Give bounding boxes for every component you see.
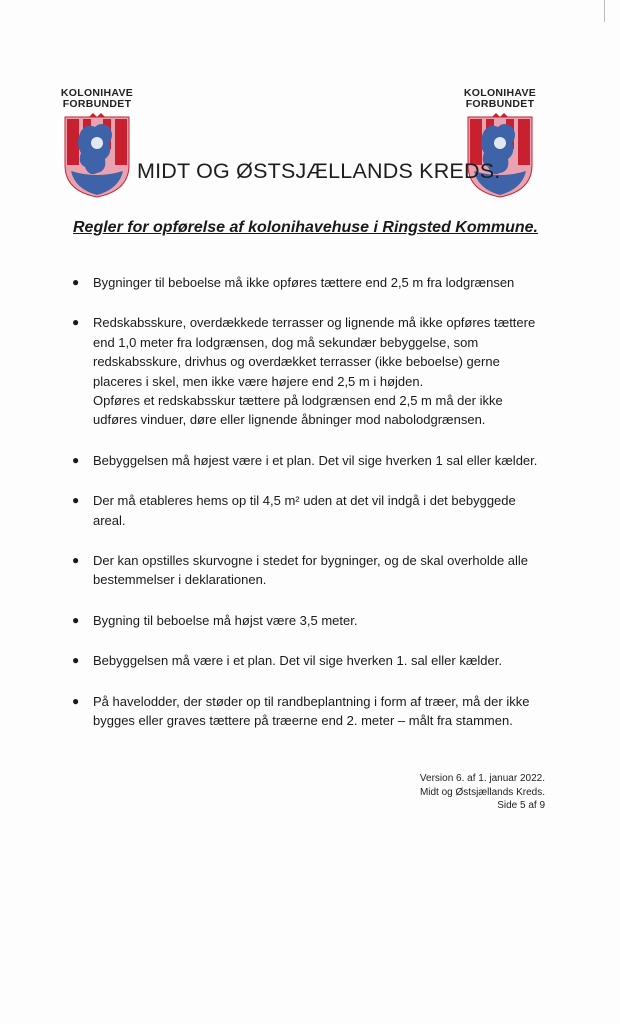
rule-text-line: Der må etableres hems op til 4,5 m² uden at det vil indgå i det bebyggede bbox=[93, 493, 516, 509]
scan-edge-mark bbox=[604, 0, 605, 22]
bullet-icon: ● bbox=[72, 452, 80, 467]
document-title: Regler for opførelse af kolonihavehuse i Ringsted Kommune. bbox=[73, 219, 538, 236]
rule-text-line: Opføres et redskabsskur tættere på lodgrænsen end 2,5 m må der ikke bbox=[93, 393, 503, 409]
bullet-icon: ● bbox=[72, 693, 80, 708]
footer-version: Version 6. af 1. januar 2022. bbox=[419, 773, 545, 784]
bullet-icon: ● bbox=[72, 612, 80, 627]
bullet-icon: ● bbox=[72, 493, 80, 508]
rule-text-line: Bygning til beboelse må højst være 3,5 meter. bbox=[93, 612, 358, 628]
rule-item bbox=[72, 313, 562, 429]
rule-text-line: bygges eller graves tættere på træerne end 2. meter – målt fra stammen. bbox=[93, 713, 513, 729]
logo-left bbox=[52, 88, 142, 199]
rule-text-line: end 1,0 meter fra lodgrænsen, dog må sekundær bebyggelse, som bbox=[93, 334, 479, 350]
rule-item bbox=[72, 451, 562, 470]
shield-logo-icon bbox=[61, 113, 133, 199]
rule-text-line: Bebyggelsen må være i et plan. Det vil sige hverken 1. sal eller kælder. bbox=[93, 653, 502, 669]
rule-text-line: areal. bbox=[93, 512, 126, 528]
bullet-icon: ● bbox=[72, 275, 80, 289]
footer-page-number: Side 5 af 9 bbox=[497, 800, 545, 811]
rule-text-line: bestemmelser i deklarationen. bbox=[93, 572, 267, 588]
bullet-icon: ● bbox=[72, 315, 80, 330]
bullet-icon: ● bbox=[72, 653, 80, 668]
rule-text-line: Bebyggelsen må højest være i et plan. Det vil sige hverken 1 sal eller kælder. bbox=[93, 452, 538, 468]
kreds-heading: MIDT OG ØSTSJÆLLANDS KREDS. bbox=[137, 159, 501, 183]
rule-item bbox=[72, 273, 562, 292]
rule-text-line: placeres i skel, men ikke være højere end 2,5 m i højden. bbox=[93, 373, 424, 389]
logo-text-line2: FORBUNDET bbox=[62, 98, 132, 110]
rule-item bbox=[72, 551, 562, 590]
footer-org: Midt og Østsjællands Kreds. bbox=[419, 786, 545, 798]
rule-text-line: Bygninger til beboelse må ikke opføres tættere end 2,5 m fra lodgrænsen bbox=[93, 275, 515, 290]
rule-item bbox=[72, 491, 562, 530]
logo-text-line1: KOLONIHAVE bbox=[463, 87, 537, 99]
rule-item bbox=[72, 692, 562, 731]
rule-item bbox=[72, 611, 562, 630]
rule-text-line: udføres vinduer, døre eller lignende åbninger mod nabolodgrænsen. bbox=[93, 412, 486, 428]
rule-text-line: På havelodder, der støder op til randbeplantning i form af træer, må der ikke bbox=[93, 693, 530, 709]
rule-text-line: redskabsskure, drivhus og overdækket terrasser (ikke beboelse) gerne bbox=[93, 354, 500, 370]
bullet-icon: ● bbox=[72, 553, 80, 568]
rule-item bbox=[72, 651, 562, 670]
logo-text-line2: FORBUNDET bbox=[465, 98, 535, 110]
logo-text-line1: KOLONIHAVE bbox=[60, 87, 134, 99]
rules-list bbox=[72, 273, 562, 752]
shield-logo-icon bbox=[464, 113, 536, 199]
page-footer bbox=[420, 772, 545, 813]
rule-text-line: Der kan opstilles skurvogne i stedet for bygninger, og de skal overholde alle bbox=[93, 553, 529, 569]
rule-text-line: Redskabsskure, overdækkede terrasser og lignende må ikke opføres tættere bbox=[93, 315, 536, 331]
